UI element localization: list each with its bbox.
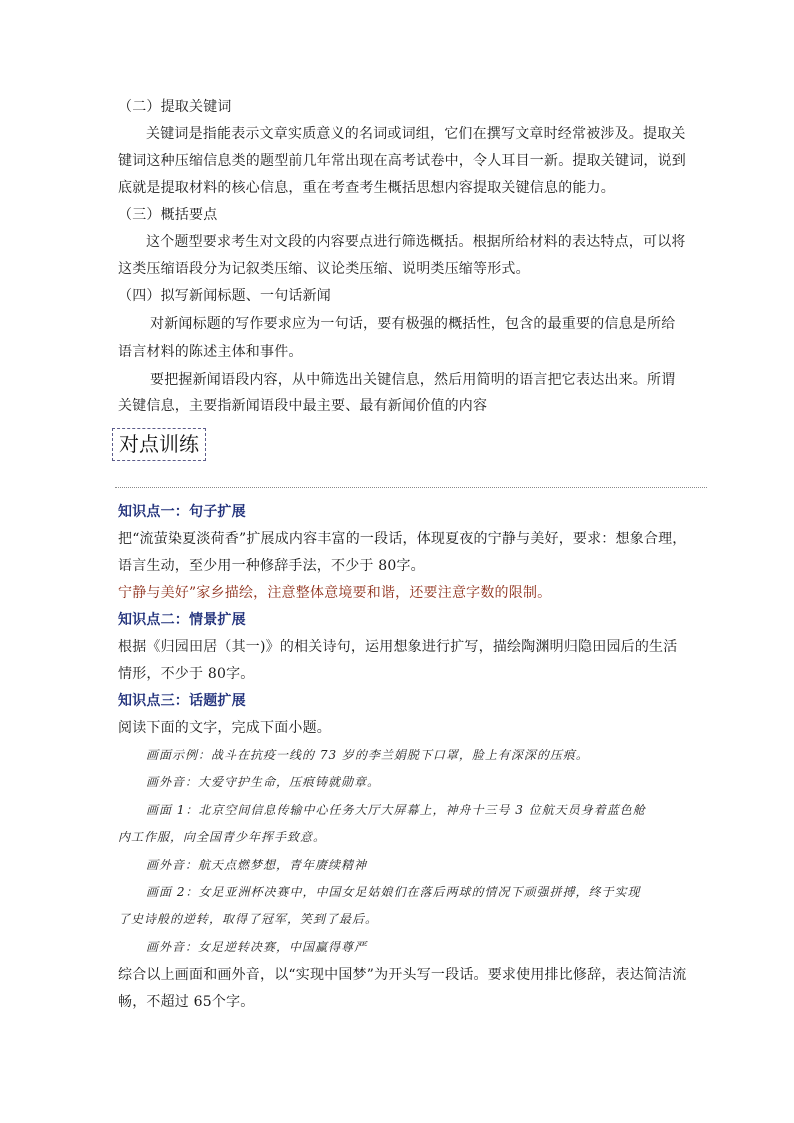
section4-para2-line: 关键信息，主要指新闻语段中最主要、最有新闻价值的内容 <box>118 398 488 414</box>
kp3-task-line: 畅，不超过 65个字。 <box>118 994 255 1010</box>
kp3-example-line: 画外音：女足逆转决赛，中国赢得尊严 <box>146 940 368 954</box>
section3-para-line: 这个题型要求考生对文段的内容要点进行筛选概括。根据所给材料的表达特点，可以将 <box>146 234 686 250</box>
kp3-example-line: 画面 1：北京空间信息传输中心任务大厅大屏幕上，神舟十三号 3 位航天员身着蓝色舱 <box>146 803 646 817</box>
kp1-hint: 宁静与美好”家乡描绘，注意整体意境要和谐，还要注意字数的限制。 <box>118 585 552 601</box>
kp3-example-line: 内工作服，向全国青少年挥手致意。 <box>118 830 327 844</box>
kp1-body-line: 把“流萤染夏淡荷香”扩展成内容丰富的一段话，体现夏夜的宁静与美好，要求：想象合理， <box>118 531 687 547</box>
kp3-example-line: 了史诗般的逆转，取得了冠军，笑到了最后。 <box>118 912 379 926</box>
section4-para1-line: 语言材料的陈述主体和事件。 <box>118 344 303 360</box>
section3-heading: （三）概括要点 <box>118 207 218 223</box>
kp1-body-line: 语言生动，至少用一种修辞手法，不少于 80字。 <box>118 558 425 574</box>
section4-heading: （四）拟写新闻标题、一句话新闻 <box>118 288 331 304</box>
kp3-intro: 阅读下面的文字，完成下面小题。 <box>118 720 331 736</box>
section2-heading: （二）提取关键词 <box>118 99 232 115</box>
section4-para1-line: 对新闻标题的写作要求应为一句话，要有极强的概括性，包含的最重要的信息是所给 <box>150 316 676 332</box>
kp3-title: 知识点三：话题扩展 <box>118 693 246 709</box>
section3-para-line: 这类压缩语段分为记叙类压缩、议论类压缩、说明类压缩等形式。 <box>118 261 530 277</box>
kp3-example-line: 画面 2：女足亚洲杯决赛中，中国女足姑娘们在落后两球的情况下顽强拼搏，终于实现 <box>146 885 641 899</box>
kp1-title: 知识点一：句子扩展 <box>118 504 246 520</box>
section2-para-line: 键词这种压缩信息类的题型前几年常出现在高考试卷中，令人耳目一新。提取关键词，说到 <box>118 153 686 169</box>
training-heading: 对点训练 <box>112 428 206 461</box>
kp2-title: 知识点二：情景扩展 <box>118 612 246 628</box>
kp3-example-line: 画外音：航天点燃梦想，青年赓续精神 <box>146 858 368 872</box>
dotted-divider <box>115 487 707 488</box>
kp2-body-line: 情形，不少于 80字。 <box>118 666 255 682</box>
kp3-example-line: 画外音：大爱守护生命，压痕铸就勋章。 <box>146 775 381 789</box>
kp2-body-line: 根据《归园田居（其一)》的相关诗句，运用想象进行扩写，描绘陶渊明归隐田园后的生活 <box>118 639 678 655</box>
kp3-example-line: 画面示例：战斗在抗疫一线的 73 岁的李兰娟脱下口罩，脸上有深深的压痕。 <box>146 748 589 762</box>
section2-para-line: 关键词是指能表示文章实质意义的名词或词组，它们在撰写文章时经常被涉及。提取关 <box>146 126 686 142</box>
section2-para-line: 底就是提取材料的核心信息，重在考查考生概括思想内容提取关键信息的能力。 <box>118 180 615 196</box>
section4-para2-line: 要把握新闻语段内容，从中筛选出关键信息，然后用简明的语言把它表达出来。所谓 <box>150 372 676 388</box>
kp3-task-line: 综合以上画面和画外音，以“实现中国梦”为开头写一段话。要求使用排比修辞，表达简洁流 <box>118 967 687 983</box>
